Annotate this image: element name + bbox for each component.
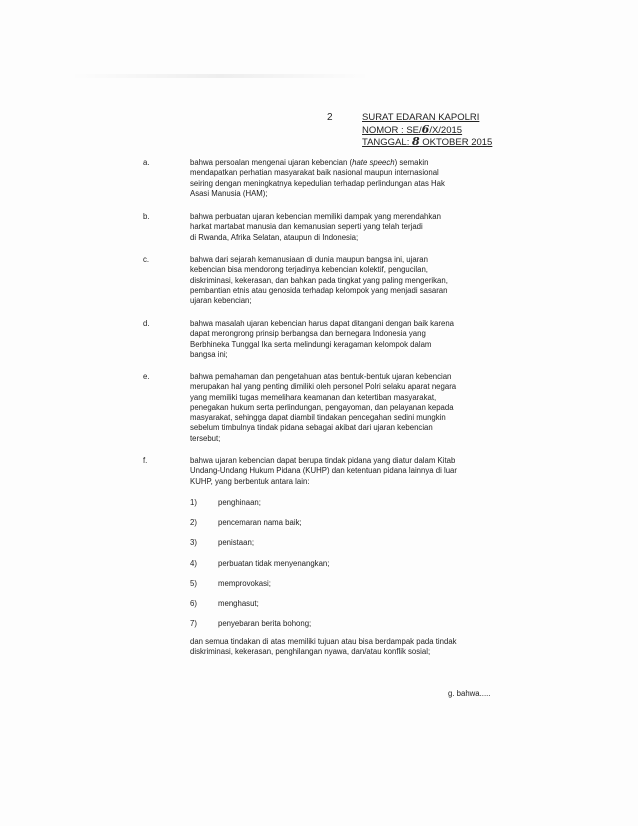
paragraph-d — [143, 319, 503, 360]
next-page-reference: g. bahwa..... — [448, 689, 491, 698]
paragraph-line: bahwa pemahaman dan pengetahuan atas bentuk-bentuk ujaran kebencian — [190, 372, 452, 381]
paragraph-line: Berbhineka Tunggal Ika serta melindungi keragaman kelompok dalam — [190, 339, 432, 349]
circular-header — [362, 112, 492, 149]
list-item: 7) penyebaran berita bohong; — [190, 619, 312, 628]
list-item: 6) menghasut; — [190, 599, 259, 608]
paragraph-line: mendapatkan perhatian masyarakat baik nasional maupun internasional — [190, 168, 439, 178]
handwritten-day: 8 — [411, 135, 420, 148]
paragraph-line: bangsa ini; — [190, 349, 228, 359]
paragraph-marker: e. — [143, 372, 150, 381]
paragraph-line: harkat martabat manusia dan kemanusian seperti yang telah terjadi — [190, 222, 423, 232]
header-title: SURAT EDARAN KAPOLRI — [362, 112, 480, 123]
paragraph-line: Asasi Manusia (HAM); — [190, 188, 268, 198]
paragraph-line: di Rwanda, Afrika Selatan, ataupun di Indonesia; — [190, 232, 359, 242]
paragraph-line: dapat merongrong prinsip berbangsa dan bernegara Indonesia yang — [190, 329, 426, 339]
paragraph-line: bahwa persoalan mengenai ujaran kebencian (hate speech) semakin — [190, 158, 429, 167]
paragraph-f — [143, 456, 503, 487]
paragraph-c — [143, 255, 503, 306]
paragraph-line: bahwa dari sejarah kemanusiaan di dunia maupun bangsa ini, ujaran — [190, 255, 428, 264]
paragraph-line: bahwa perbuatan ujaran kebencian memiliki dampak yang merendahkan — [190, 212, 441, 221]
paragraph-marker: b. — [143, 212, 150, 221]
page-number: 2 — [327, 112, 333, 123]
list-item: 5) memprovokasi; — [190, 579, 271, 588]
paragraph-line: pembantian etnis atau genosida terhadap kelompok yang menjadi sasaran — [190, 285, 448, 295]
paragraph-line: penegakan hukum serta perlindungan, pengayoman, dan pelayanan kepada — [190, 402, 454, 412]
paragraph-line: bahwa ujaran kebencian dapat berupa tindak pidana yang diatur dalam Kitab — [190, 456, 456, 465]
paragraph-line: diskriminasi, kekerasan, dan bahkan pada tingkat yang paling mengerikan, — [190, 275, 448, 285]
paragraph-line: KUHP, yang berbentuk antara lain: — [190, 476, 310, 486]
paragraph-a — [143, 158, 503, 199]
paragraph-marker: d. — [143, 319, 150, 328]
paragraph-line: sebelum timbulnya tindak pidana sebagai akibat dari ujaran kebencian — [190, 423, 433, 433]
paragraph-line: Undang-Undang Hukum Pidana (KUHP) dan ketentuan pidana lainnya di luar — [190, 466, 457, 476]
paragraph-line: merupakan hal yang penting dimiliki oleh personel Polri selaku aparat negara — [190, 382, 457, 392]
paragraph-b — [143, 212, 503, 243]
paragraph-line: kebencian bisa mendorong terjadinya kebencian kolektif, pengucilan, — [190, 265, 428, 275]
list-item: 1) penghinaan; — [190, 498, 261, 507]
list-item: 3) penistaan; — [190, 538, 254, 547]
paragraph-e — [143, 372, 503, 444]
list-item: 2) pencemaran nama baik; — [190, 518, 302, 527]
paragraph-line: dan semua tindakan di atas memiliki tujuan atau bisa berdampak pada tindak — [190, 637, 457, 646]
paragraph-line: diskriminasi, kekerasan, penghilangan nyawa, dan/atau konflik sosial; — [190, 647, 431, 657]
paragraph-line: bahwa masalah ujaran kebencian harus dapat ditangani dengan baik karena — [190, 319, 454, 328]
paragraph-marker: a. — [143, 158, 150, 167]
header-tanggal: TANGGAL: 8 OKTOBER 2015 — [362, 135, 493, 148]
paragraph-line: yang memiliki tugas memelihara keamanan dan ketertiban masyarakat, — [190, 392, 437, 402]
paragraph-line: seiring dengan meningkatnya kepedulian terhadap perlindungan atas Hak — [190, 178, 445, 188]
list-item: 4) perbuatan tidak menyenangkan; — [190, 559, 330, 568]
paragraph-line: masyarakat, sehingga dapat diambil tindakan pencegahan sedini mungkin — [190, 413, 446, 423]
header-nomor: NOMOR : SE/6/X/2015 — [362, 122, 463, 136]
handwritten-number: 6 — [421, 122, 430, 136]
paragraph-line: ujaran kebencian; — [190, 296, 252, 306]
closing-paragraph — [190, 637, 502, 658]
scan-artifact — [70, 74, 370, 78]
paragraph-marker: f. — [143, 456, 148, 465]
paragraph-line: tersebut; — [190, 433, 221, 443]
paragraph-marker: c. — [143, 255, 150, 264]
